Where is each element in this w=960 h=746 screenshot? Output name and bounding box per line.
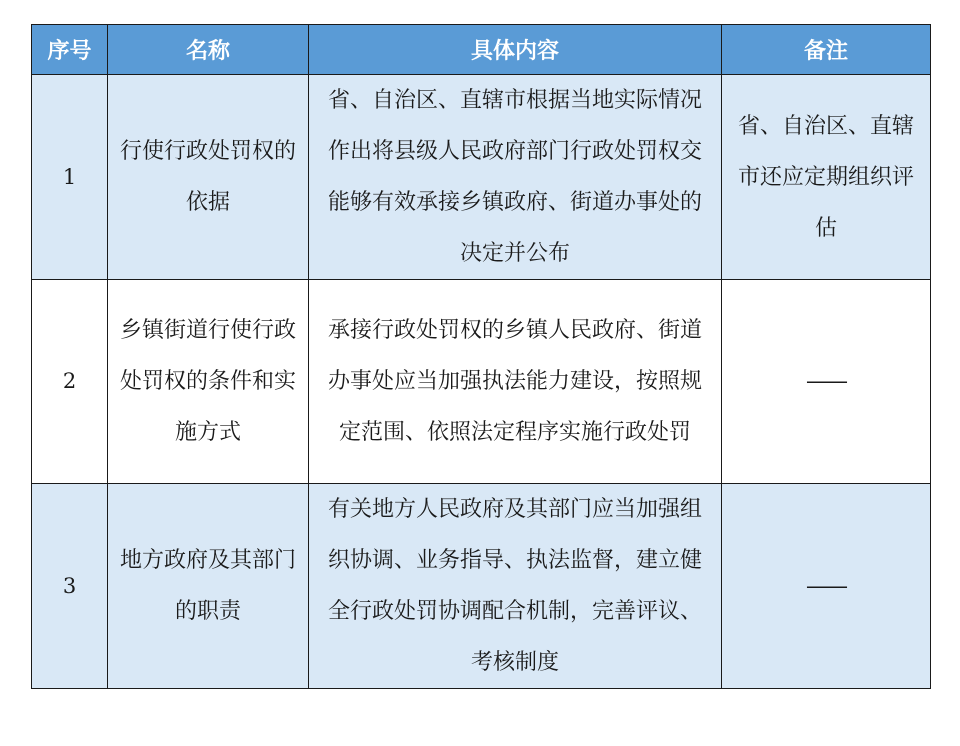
row-remark: —— (722, 280, 931, 484)
header-content: 具体内容 (309, 25, 722, 75)
row-name: 行使行政处罚权的依据 (108, 75, 309, 280)
header-index: 序号 (32, 25, 108, 75)
row-index: 2 (32, 280, 108, 484)
row-remark: —— (722, 484, 931, 689)
table-row (32, 75, 931, 280)
table-header-row (32, 25, 931, 75)
table-row (32, 280, 931, 484)
row-remark: 省、自治区、直辖市还应定期组织评估 (722, 75, 931, 280)
row-content: 省、自治区、直辖市根据当地实际情况作出将县级人民政府部门行政处罚权交能够有效承接乡镇政府、街道办事处的决定并公布 (309, 75, 722, 280)
row-content: 有关地方人民政府及其部门应当加强组织协调、业务指导、执法监督，建立健全行政处罚协调配合机制，完善评议、考核制度 (309, 484, 722, 689)
content-table (31, 24, 931, 689)
header-name: 名称 (108, 25, 309, 75)
row-index: 3 (32, 484, 108, 689)
table-row (32, 484, 931, 689)
row-name: 地方政府及其部门的职责 (108, 484, 309, 689)
row-content: 承接行政处罚权的乡镇人民政府、街道办事处应当加强执法能力建设，按照规定范围、依照法定程序实施行政处罚 (309, 280, 722, 484)
row-name: 乡镇街道行使行政处罚权的条件和实施方式 (108, 280, 309, 484)
row-index: 1 (32, 75, 108, 280)
header-remark: 备注 (722, 25, 931, 75)
